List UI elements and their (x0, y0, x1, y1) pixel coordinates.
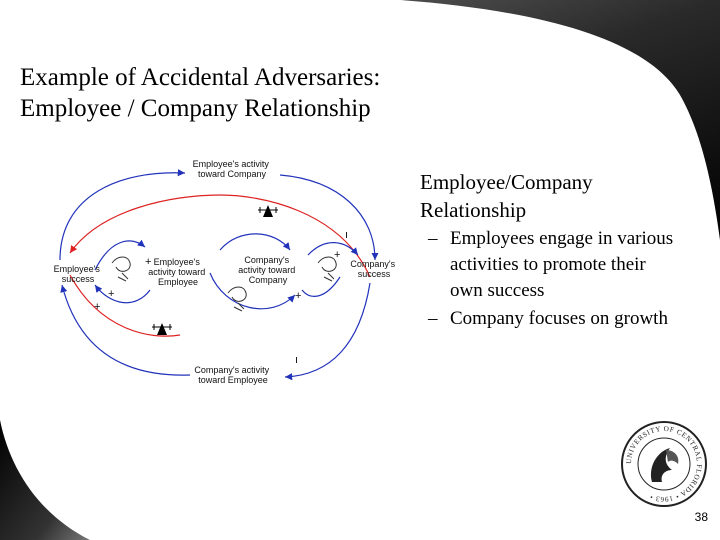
plus-sign: + (145, 256, 152, 268)
title-line-2: Employee / Company Relationship (20, 95, 371, 122)
inner-link-4 (220, 234, 290, 250)
outer-link-bottom-left (62, 285, 190, 375)
minus-sign: ı (295, 354, 299, 366)
delay-marker-bottom (152, 323, 172, 335)
dash: – (428, 308, 438, 329)
slide-title (20, 62, 380, 124)
node-employee-activity-toward-employee: Employee's activity toward Employee (148, 257, 206, 287)
minus-sign: ı (345, 229, 349, 241)
sub-bullet (420, 226, 680, 304)
outer-link-top (60, 173, 185, 260)
ucf-seal-logo (620, 420, 708, 508)
node-company-success: Company's success (350, 259, 396, 279)
causal-loop-diagram (40, 155, 420, 395)
dash: – (428, 228, 438, 249)
node-company-activity-toward-employee: Company's activity toward Employee (194, 365, 270, 385)
plus-sign: + (295, 290, 302, 302)
sub-bullet-text: Employees engage in various activities to promote their own success (450, 228, 674, 301)
bullet-heading (420, 168, 680, 224)
node-employee-success: Employee's success (53, 264, 100, 284)
plus-sign: + (108, 288, 115, 300)
bullet-heading-line-2: Relationship (420, 198, 527, 222)
node-company-activity-toward-company: Company's activity toward Company (238, 255, 296, 285)
plus-sign: + (94, 301, 101, 313)
delay-marker-top (258, 205, 278, 217)
page-number: 38 (694, 510, 708, 524)
inner-link-6 (308, 243, 358, 255)
inner-link-1 (95, 241, 145, 270)
node-employee-activity-toward-company: Employee's activity toward Company (192, 159, 269, 179)
title-line-1: Example of Accidental Adversaries: (20, 64, 381, 91)
bullet-list (420, 168, 680, 332)
plus-sign: + (334, 249, 341, 261)
sub-bullet-text: Company focuses on growth (450, 308, 668, 329)
bullet-heading-line-1: Employee/Company (420, 170, 593, 194)
inner-link-5 (302, 277, 340, 296)
red-link-top (70, 195, 370, 277)
sub-bullet (420, 306, 680, 332)
loop-icon-left (112, 257, 130, 281)
outer-link-top-right (280, 175, 375, 260)
logo-text: UNIVERSITY OF CENTRAL FLORIDA • 1963 • (624, 424, 704, 504)
inner-link-2 (95, 285, 150, 303)
